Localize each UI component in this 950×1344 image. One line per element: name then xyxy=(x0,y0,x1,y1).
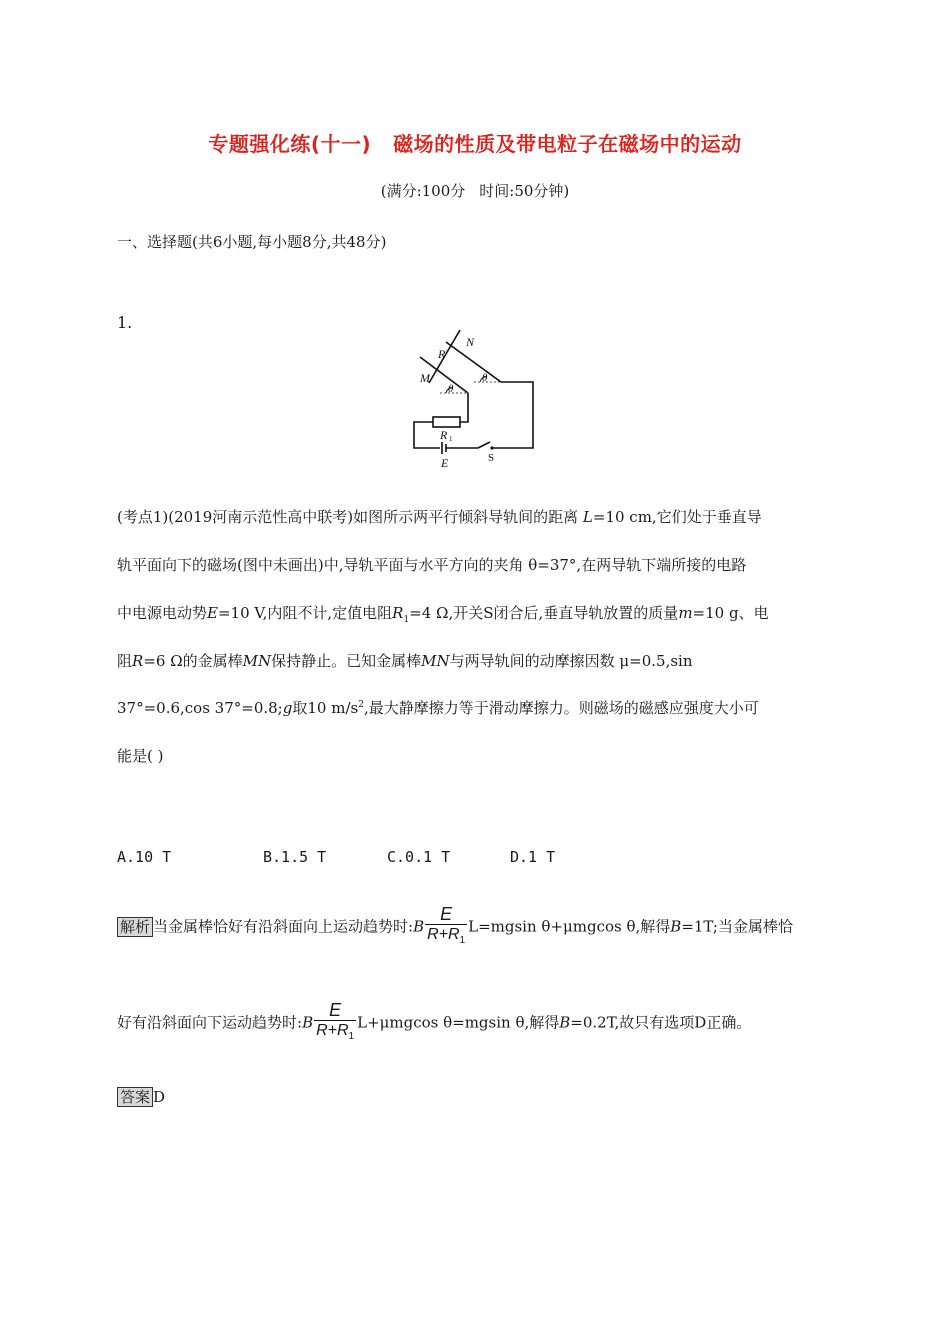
var-r: R xyxy=(132,652,144,670)
fraction-numerator: E xyxy=(329,1000,342,1020)
left-wire xyxy=(414,422,440,448)
option-b[interactable]: B.1.5 T xyxy=(263,848,327,866)
exam-info xyxy=(0,180,950,201)
answer-tag: 答案 xyxy=(117,1087,153,1107)
analysis-text: =0.2T,故只有选项D正确。 xyxy=(570,1013,752,1032)
stem-line-4 xyxy=(117,650,693,671)
var-b: B xyxy=(670,917,682,936)
stem-text: =10 cm,它们处于垂直导 xyxy=(592,508,762,526)
switch-lever xyxy=(478,442,490,448)
var-mn: MN xyxy=(421,652,450,670)
label-m: M xyxy=(420,371,430,385)
fraction-e-over-r xyxy=(314,1000,356,1047)
stem-text: 取10 m/s xyxy=(292,699,359,717)
var-b: B xyxy=(413,917,425,936)
stem-text: =4 Ω,开关S闭合后,垂直导轨放置的质量 xyxy=(409,604,679,622)
resistor-r1 xyxy=(433,417,460,427)
denominator-text: R+R xyxy=(427,926,460,943)
var-b: B xyxy=(302,1013,314,1032)
label-r1: R xyxy=(440,428,448,442)
stem-text: 37°=0.6,cos 37°=0.8; xyxy=(117,699,283,717)
analysis-line-1 xyxy=(117,904,793,951)
score-info: (满分:100分 xyxy=(380,182,466,200)
stem-text: =6 Ω的金属棒 xyxy=(143,652,243,670)
analysis-line-2 xyxy=(117,1000,751,1047)
denominator-text: R+R xyxy=(316,1022,349,1039)
fraction-numerator: E xyxy=(440,904,453,924)
stem-line-5 xyxy=(117,697,759,718)
resistor-lead-right xyxy=(460,393,468,422)
analysis-text: L=mgsin θ+μmgcos θ,解得 xyxy=(468,917,671,936)
circuit-diagram xyxy=(408,330,548,470)
stem-text: 阻 xyxy=(117,652,133,670)
var-e: E xyxy=(207,604,218,622)
label-n: N xyxy=(466,335,475,349)
label-e: E xyxy=(441,456,449,470)
title-series: 专题强化练(十一) xyxy=(208,132,372,156)
option-c[interactable]: C.0.1 T xyxy=(387,848,451,866)
label-r1-sub: 1 xyxy=(449,435,453,443)
analysis-tag: 解析 xyxy=(117,917,153,937)
section-heading: 一、选择题(共6小题,每小题8分,共48分) xyxy=(117,233,387,251)
stem-text: =10 V,内阻不计,定值电阻 xyxy=(217,604,393,622)
answer-value: D xyxy=(153,1088,166,1106)
var-r1-sub: 1 xyxy=(403,615,410,625)
stem-line-6: 能是( ) xyxy=(117,747,164,765)
var-r1: R xyxy=(392,604,404,622)
stem-line-1 xyxy=(117,506,762,527)
stem-text: 中电源电动势 xyxy=(117,604,208,622)
stem-text: (考点1)(2019河南示范性高中联考)如图所示两平行倾斜导轨间的距离 xyxy=(117,508,583,526)
var-mn: MN xyxy=(242,652,272,670)
stem-line-2: 轨平面向下的磁场(图中未画出)中,导轨平面与水平方向的夹角 θ=37°,在两导轨下端所接的电路 xyxy=(117,556,747,574)
var-m: m xyxy=(678,604,693,622)
denominator-sub: 1 xyxy=(348,1031,355,1043)
stem-text: 与两导轨间的动摩擦因数 μ=0.5,sin xyxy=(449,652,693,670)
stem-text: ,最大静摩擦力等于滑动摩擦力。则磁场的磁感应强度大小可 xyxy=(363,699,759,717)
var-l: L xyxy=(582,508,593,526)
analysis-text: L+μmgcos θ=mgsin θ,解得 xyxy=(357,1013,560,1032)
analysis-text: 当金属棒恰好有沿斜面向上运动趋势时: xyxy=(153,917,414,936)
stem-text: 保持静止。已知金属棒 xyxy=(271,652,422,670)
fraction-e-over-r xyxy=(425,904,467,951)
exponent: 2 xyxy=(358,700,364,710)
var-g: g xyxy=(282,699,293,717)
stem-text: =10 g、电 xyxy=(692,604,769,622)
time-info: 时间:50分钟) xyxy=(479,182,570,200)
label-r: R xyxy=(438,347,446,361)
switch-contact xyxy=(490,446,493,449)
label-theta-top: θ xyxy=(482,372,488,384)
analysis-text: 好有沿斜面向下运动趋势时: xyxy=(117,1013,303,1032)
var-b: B xyxy=(559,1013,571,1032)
stem-line-3 xyxy=(117,602,769,625)
fraction-denominator xyxy=(425,924,467,951)
answer-line xyxy=(117,1087,165,1107)
label-theta-bottom: θ xyxy=(448,383,454,395)
option-a[interactable]: A.10 T xyxy=(117,848,172,866)
title-topic: 磁场的性质及带电粒子在磁场中的运动 xyxy=(393,132,742,156)
option-d[interactable]: D.1 T xyxy=(510,848,556,866)
denominator-sub: 1 xyxy=(459,935,466,947)
question-number: 1. xyxy=(117,313,133,332)
analysis-text: =1T;当金属棒恰 xyxy=(681,917,793,936)
fraction-denominator xyxy=(314,1020,356,1047)
label-s: S xyxy=(488,452,495,464)
page-title xyxy=(0,128,950,157)
right-wire xyxy=(492,382,533,448)
